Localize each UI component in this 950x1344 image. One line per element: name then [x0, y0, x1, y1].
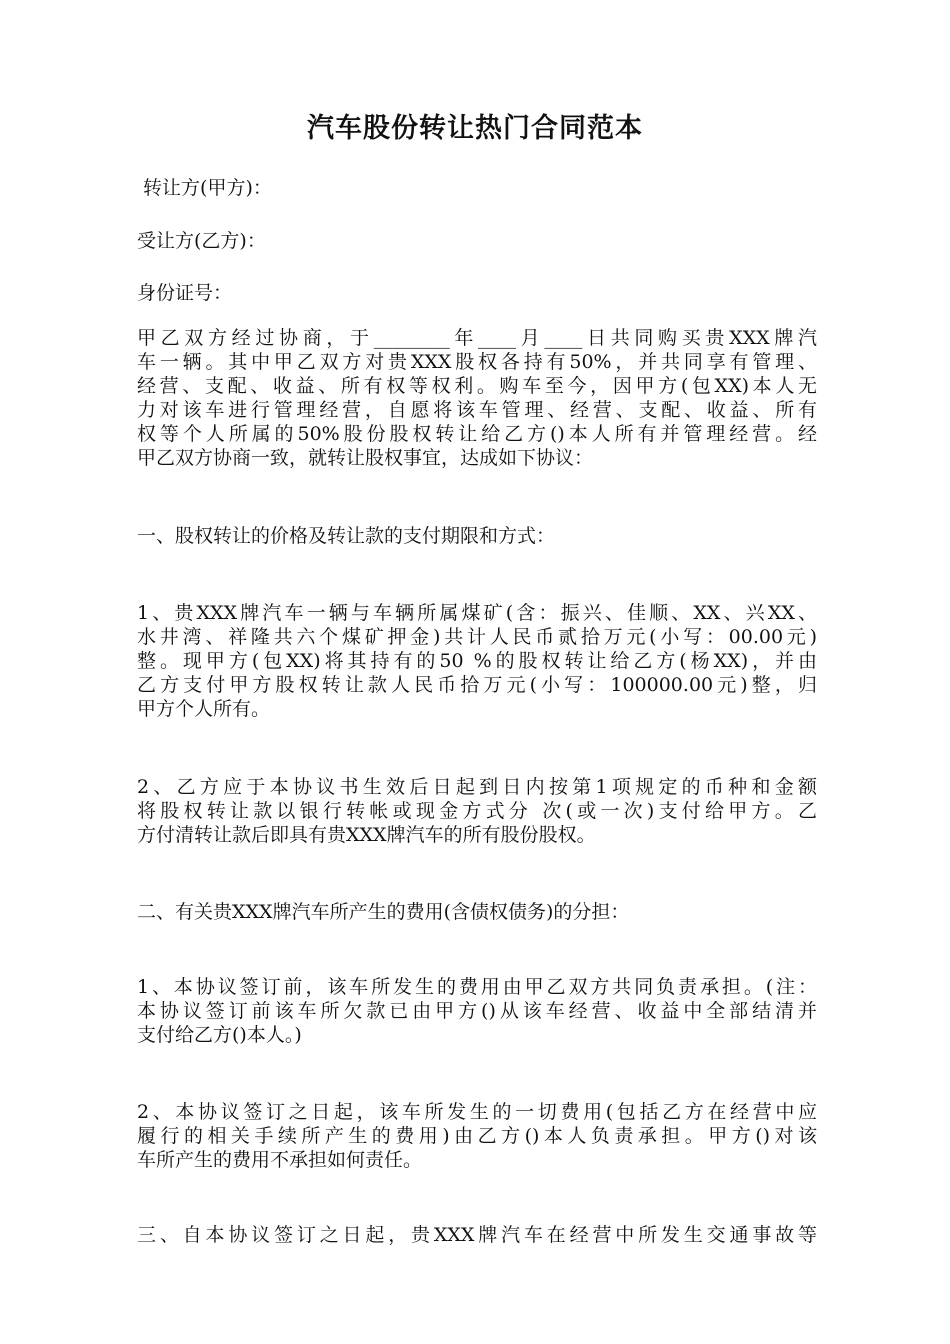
id-number-label: 身份证号： [137, 282, 233, 304]
section-2-item-1-line: 本协议签订前该车所欠款已由甲方()从该车经营、收益中全部结清并 [137, 1000, 817, 1022]
intro-line: 甲乙双方协商一致，就转让股权事宜，达成如下协议： [137, 447, 594, 469]
intro-line: 车一辆。其中甲乙双方对贵XXX股权各持有50%，并共同享有管理、 [137, 351, 817, 373]
section-3-start-line: 三、自本协议签订之日起，贵XXX牌汽车在经营中所发生交通事故等 [137, 1224, 817, 1246]
transferor-label: 转让方(甲方)： [137, 177, 272, 199]
section-1-item-2-line: 方付清转让款后即具有贵XXX牌汽车的所有股份股权。 [137, 824, 596, 846]
section-2-heading: 二、有关贵XXX牌汽车所产生的费用(含债权债务)的分担： [137, 901, 630, 923]
intro-line: 权等个人所属的50%股份股权转让给乙方()本人所有并管理经营。经 [137, 423, 817, 445]
section-1-heading: 一、股权转让的价格及转让款的支付期限和方式： [137, 525, 556, 547]
section-2-item-1-line: 支付给乙方()本人。) [137, 1024, 302, 1046]
intro-line: 甲乙双方经过协商，于________年____月____日共同购买贵XXX牌汽 [137, 327, 817, 349]
section-1-item-2-line: 将股权转让款以银行转帐或现金方式分 次(或一次)支付给甲方。乙 [137, 800, 817, 822]
document-title: 汽车股份转让热门合同范本 [307, 113, 643, 144]
section-1-item-1-line: 水井湾、祥隆共六个煤矿押金)共计人民币贰拾万元(小写：00.00元) [137, 626, 817, 648]
transferee-label: 受让方(乙方)： [137, 230, 266, 252]
section-1-item-1-line: 整。现甲方(包XX)将其持有的50 %的股权转让给乙方(杨XX)，并由 [137, 650, 817, 672]
section-2-item-2-line: 车所产生的费用不承担如何责任。 [137, 1149, 423, 1171]
section-1-item-2-line: 2、乙方应于本协议书生效后日起到日内按第1项规定的币种和金额 [137, 776, 817, 798]
intro-line: 力对该车进行管理经营，自愿将该车管理、经营、支配、收益、所有 [137, 399, 817, 421]
section-1-item-1-line: 甲方个人所有。 [137, 698, 271, 720]
section-2-item-2-line: 2、本协议签订之日起，该车所发生的一切费用(包括乙方在经营中应 [137, 1101, 817, 1123]
section-2-item-1-line: 1、本协议签订前，该车所发生的费用由甲乙双方共同负责承担。(注： [137, 976, 817, 998]
intro-line: 经营、支配、收益、所有权等权利。购车至今，因甲方(包XX)本人无 [137, 375, 817, 397]
section-1-item-1-line: 乙方支付甲方股权转让款人民币拾万元(小写：100000.00元)整，归 [137, 674, 817, 696]
section-1-item-1-line: 1、贵XXX牌汽车一辆与车辆所属煤矿(含：振兴、佳顺、XX、兴XX、 [137, 602, 817, 624]
section-2-item-2-line: 履行的相关手续所产生的费用)由乙方()本人负责承担。甲方()对该 [137, 1125, 817, 1147]
